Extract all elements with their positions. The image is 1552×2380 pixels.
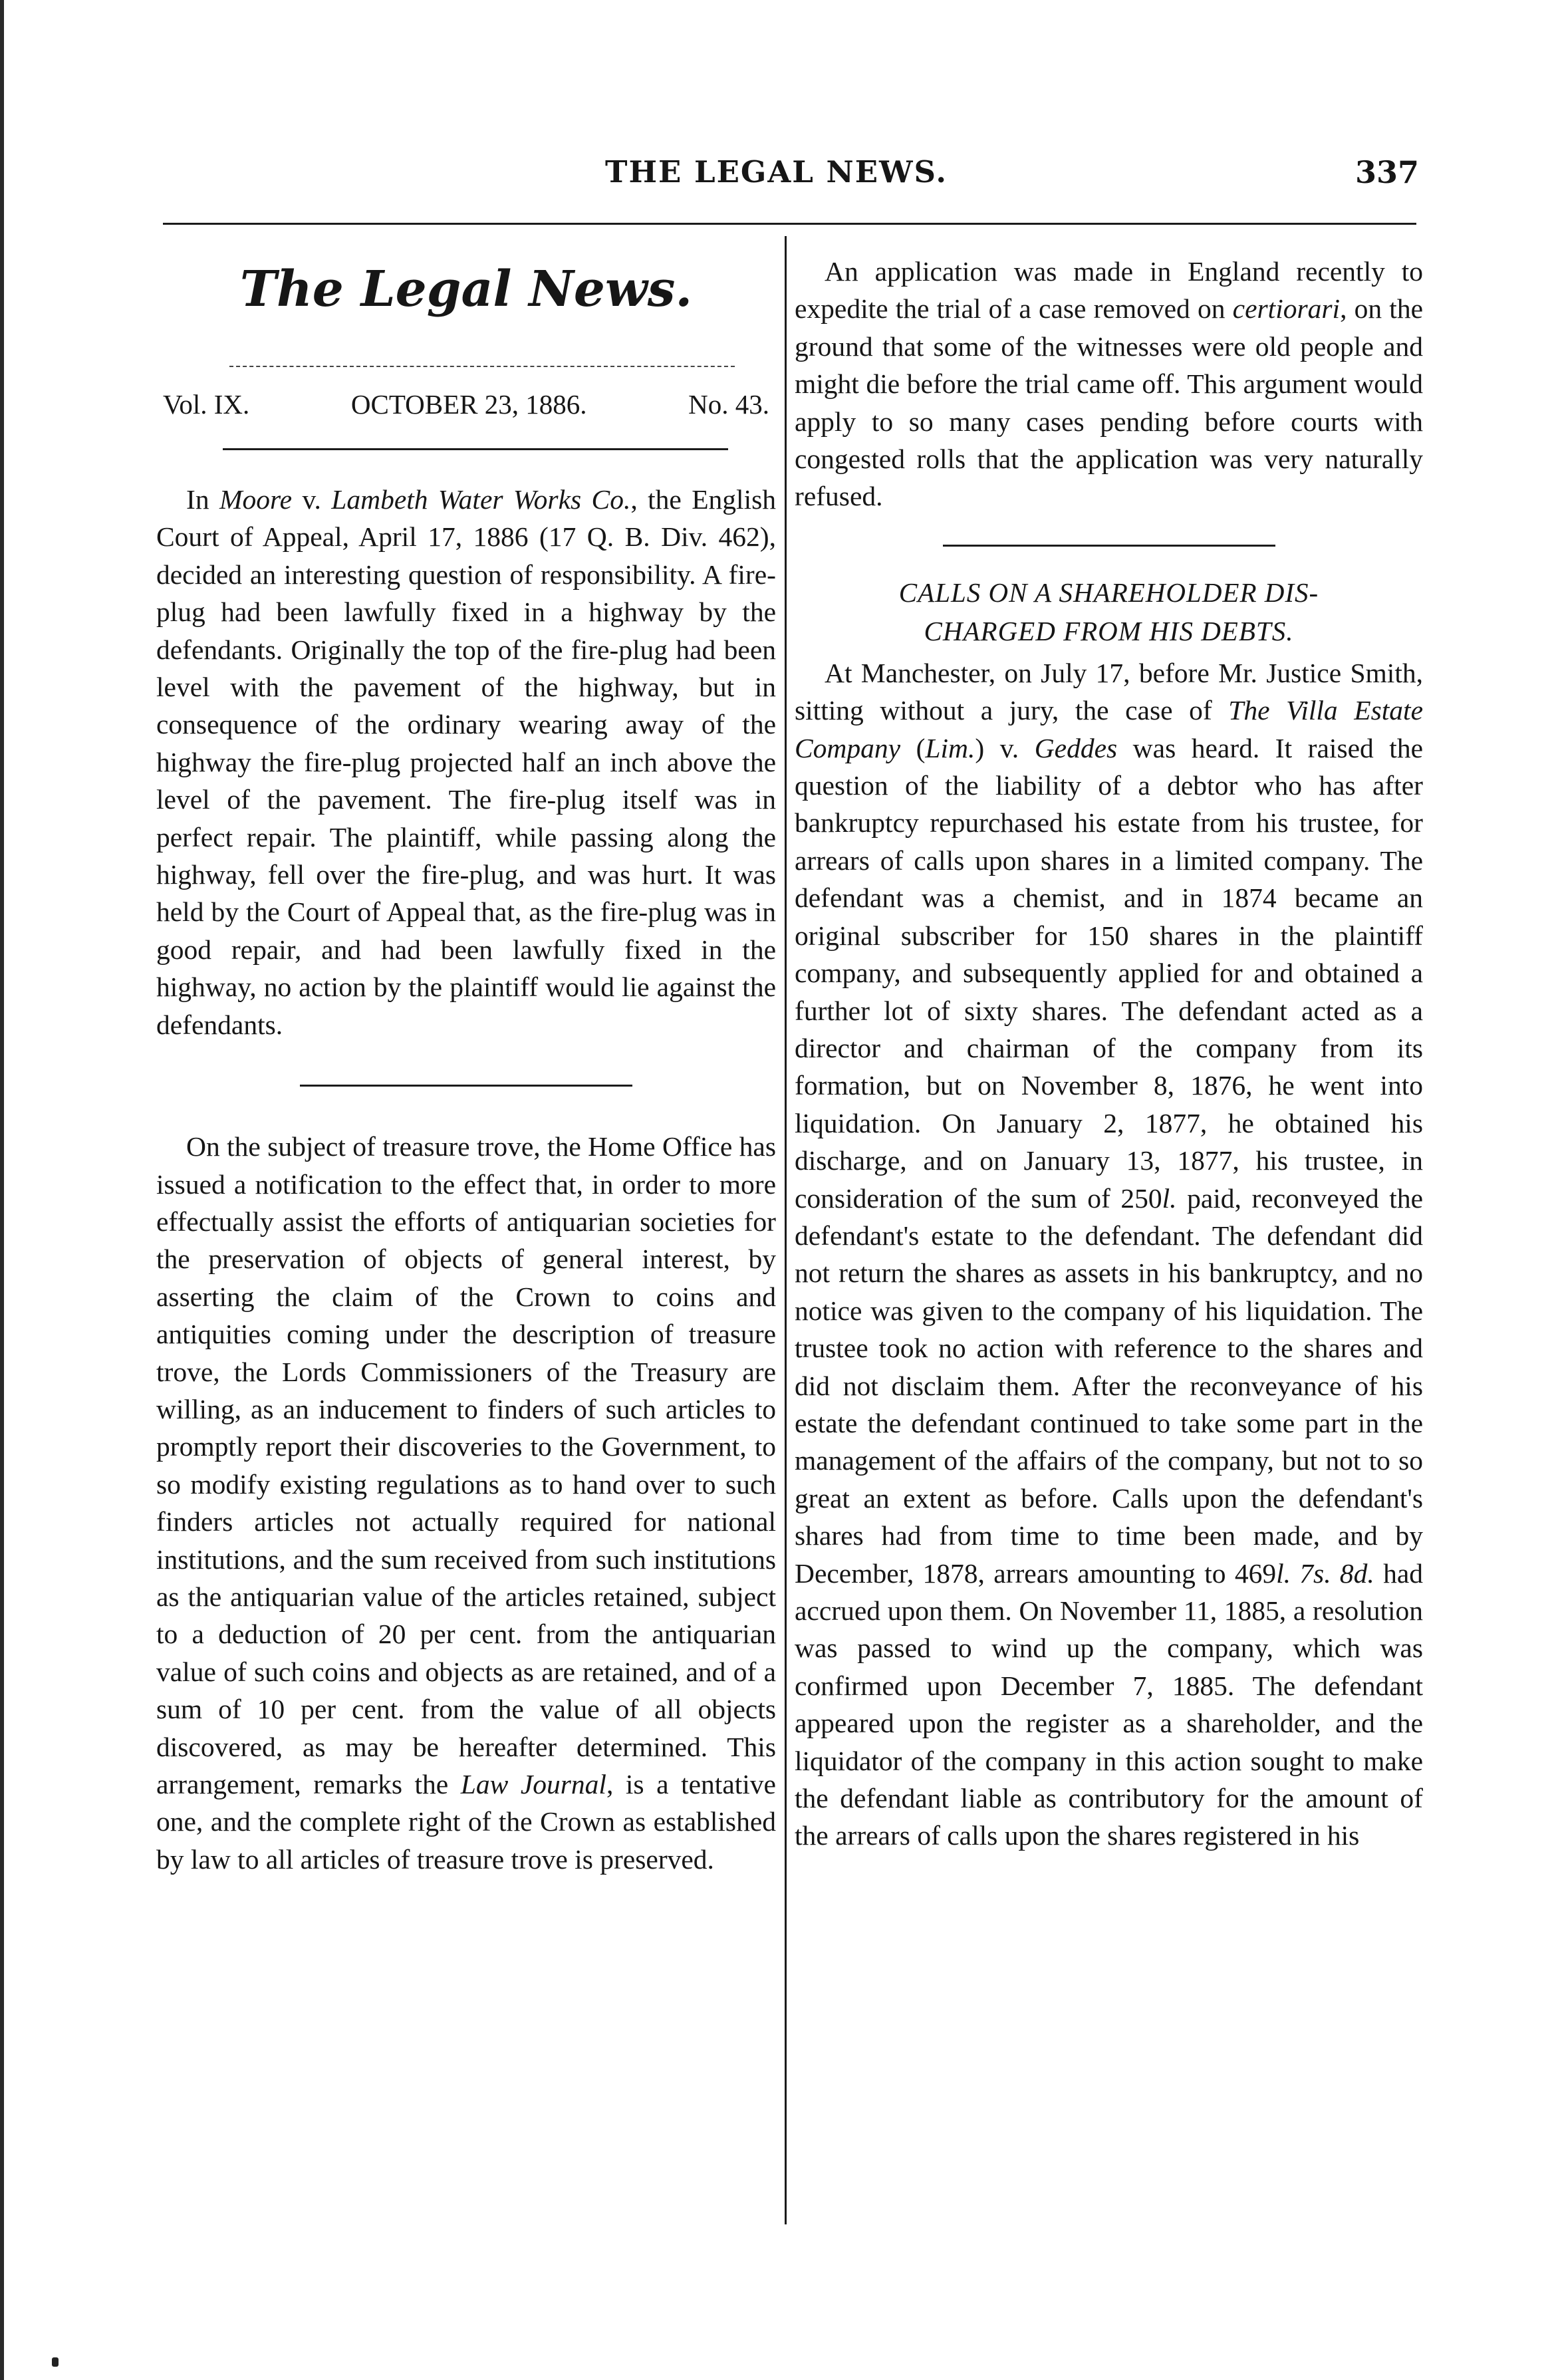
issue-number: No. 43. — [688, 389, 769, 420]
running-header — [153, 154, 1419, 201]
article-separator — [943, 545, 1275, 547]
case-name: The Villa Estate Company — [795, 695, 1423, 763]
journal-name: Law Journal — [460, 1769, 606, 1799]
case-name: Geddes — [1034, 732, 1118, 763]
article-treasure-trove — [156, 1128, 776, 1878]
article-fire-plug — [156, 481, 776, 1043]
running-title: THE LEGAL NEWS. — [605, 154, 948, 190]
right-column — [795, 253, 1423, 1855]
text-run: In — [186, 484, 219, 515]
section-heading-line: CALLS ON A SHAREHOLDER DIS- — [898, 577, 1319, 608]
text-run: , on the ground that some of the witnesses were old people and might die before the trial came off. This argument would apply to so many cases pending before courts with congested rolls that the application was very naturally refused. — [795, 293, 1424, 512]
text-run: An application was made in England recently to expedite the trial of a case removed on — [795, 256, 1423, 325]
currency-unit: l. — [1162, 1182, 1177, 1214]
text-run: paid, reconveyed the defendant's estate to the defendant. The defendant did not return the shares as assets in his bankruptcy, and no notice was given to the company of his liquidation. The trustee took no action with reference to the shares and did not disclaim them. After the reconveyance of his estate the defendant continued to take some part in the management of the affairs of the company, but not to so great an extent as before. Calls upon the defendant's shares had from time to time been made, and by December, 1878, arrears amounting to 469 — [795, 1182, 1423, 1589]
issue-line — [156, 386, 776, 423]
text-run: , the English Court of Appeal, April 17, 1886 (17 Q. B. Div. 462), decided an interesting question of responsibility. A fire-plug had been lawfully fixed in a highway by the defendants. Originally the top of the fire-plug had been level with the pavement of the highway, but in consequence of the ordinary wearing away of the highway the fire-plug projected half an inch above the level of the pavement. The fire-plug itself was in perfect repair. The plaintiff, while passing along the highway, fell over the fire-plug, and was hurt. It was held by the Court of Appeal that, as the fire-plug was in good repair, and had been lawfully fixed in the highway, no action by the plaintiff would lie against the defendants. — [156, 484, 776, 1040]
section-heading — [795, 573, 1423, 650]
text-run: ( — [900, 732, 926, 763]
case-name: Moore — [219, 484, 293, 515]
text-run: v. — [292, 484, 332, 515]
header-rule — [163, 223, 1416, 225]
article-certiorari — [795, 253, 1423, 515]
column-divider — [785, 236, 787, 2224]
article-shareholder — [795, 654, 1423, 1855]
text-run: At Manchester, on July 17, before Mr. Justice Smith, sitting without a jury, the case of — [795, 657, 1423, 726]
section-heading-line: CHARGED FROM HIS DEBTS. — [924, 615, 1294, 646]
page-number: 337 — [1355, 154, 1419, 190]
text-run: On the subject of treasure trove, the Home Office has issued a notification to the effect that, in order to more effectually assist the efforts of antiquarian societies for the preservation of objects of general interest, by asserting the claim of the Crown to coins and antiquities coming under the description of treasure trove, the Lords Commissioners of the Treasury are willing, as an inducement to finders of such articles to promptly report their discoveries to the Government, to so modify existing regulations as to hand over to such finders articles not actually required for national institutions, and the sum received from such institutions as the antiquarian value of the articles retained, subject to a deduction of 20 per cent. from the antiquarian value of such coins and objects as are retained, and of a sum of 10 per cent. from the value of all objects discovered, as may be hereafter determined. This arrangement, remarks the — [156, 1131, 776, 1799]
legal-term: certiorari — [1232, 293, 1341, 325]
currency-unit: l. 7s. 8d. — [1276, 1557, 1374, 1589]
case-name: Lambeth Water Works Co. — [331, 484, 631, 515]
masthead-rule — [229, 366, 735, 367]
scan-edge — [0, 0, 4, 2380]
article-separator — [300, 1085, 632, 1087]
text-run: had accrued upon them. On November 11, 1885, a resolution was passed to wind up the company, which was confirmed upon December 7, 1885. The defendant appeared upon the register as a shareholder, and the liquidator of the company in this action sought to make the defendant liable as contributory for the amount of the arrears of calls upon the shares registered in his — [795, 1557, 1423, 1851]
masthead-title: The Legal News. — [239, 261, 693, 318]
text-run: was heard. It raised the question of the liability of a debtor who has after bankruptcy repurchased his estate from his trustee, for arrears of calls upon shares in a limited company. The defendant was a chemist, and in 1874 became an original subscriber for 150 shares in the plaintiff company, and subsequently applied for and obtained a further lot of sixty shares. The defendant acted as a director and chairman of the company from its formation, but on November 8, 1876, he went into liquidation. On January 2, 1877, he obtained his discharge, and on January 13, 1877, his trustee, in consideration of the sum of 250 — [795, 732, 1423, 1214]
text-run: , is a tentative one, and the complete right of the Crown as established by law to all articles of treasure trove is preserved. — [156, 1769, 776, 1875]
volume-label: Vol. IX. — [163, 389, 250, 420]
issue-date: OCTOBER 23, 1886. — [350, 389, 587, 420]
issue-rule — [223, 448, 728, 450]
abbreviation: Lim. — [925, 732, 975, 763]
scan-mark — [52, 2357, 59, 2367]
left-column — [156, 253, 776, 1878]
text-run: ) v. — [975, 732, 1035, 763]
